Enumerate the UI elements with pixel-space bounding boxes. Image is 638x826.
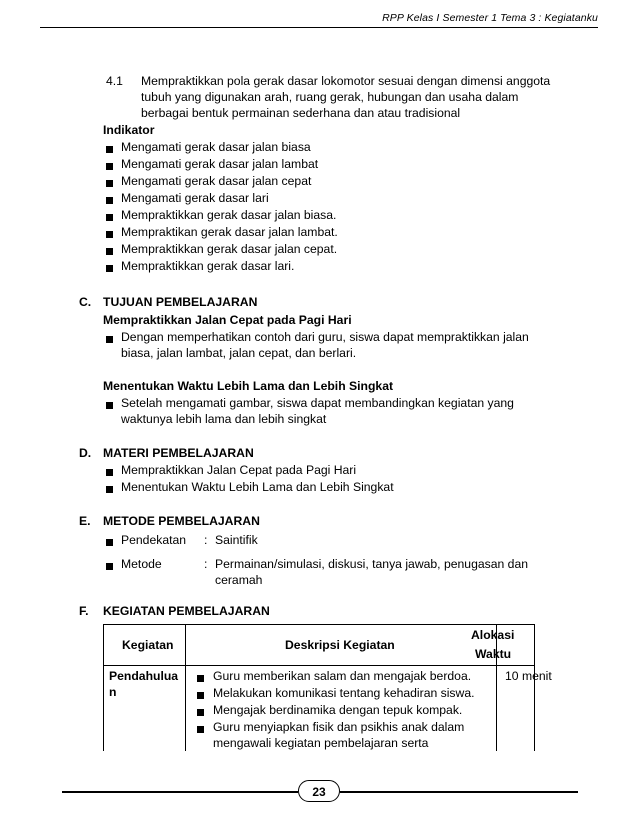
section-c-sub1-title: Mempraktikkan Jalan Cepat pada Pagi Hari: [103, 313, 352, 327]
row-kegiatan-line-2: n: [109, 685, 117, 699]
indikator-title: Indikator: [103, 123, 155, 137]
table-header-kegiatan: Kegiatan: [122, 638, 174, 652]
footer-rule-right: [340, 791, 578, 793]
section-c-sub2-title: Menentukan Waktu Lebih Lama dan Lebih Singkat: [103, 379, 394, 393]
section-c-sub1-line-2: biasa, jalan lambat, jalan cepat, dan berlari.: [121, 346, 357, 360]
list-item: Mempraktikan gerak dasar jalan lambat.: [121, 225, 338, 239]
bullet-icon: [106, 469, 113, 476]
list-item: Mempraktikkan gerak dasar jalan cepat.: [121, 242, 338, 256]
section-c-sub1-line-1: Dengan memperhatikan contoh dari guru, siswa dapat mempraktikkan jalan: [121, 330, 529, 344]
list-item: Guru menyiapkan fisik dan psikhis anak dalam: [213, 720, 465, 734]
bullet-icon: [106, 231, 113, 238]
list-item: Mengamati gerak dasar jalan biasa: [121, 140, 311, 154]
method-colon: :: [204, 533, 208, 547]
bullet-icon: [106, 486, 113, 493]
bullet-icon: [106, 163, 113, 170]
bullet-icon: [106, 146, 113, 153]
list-item-continuation: mengawali kegiatan pembelajaran serta: [213, 736, 429, 750]
bullet-icon: [106, 336, 113, 343]
header-rule: [40, 27, 598, 28]
section-c-sub2-line-2: waktunya lebih lama dan lebih singkat: [121, 412, 327, 426]
bullet-icon: [197, 709, 204, 716]
table-header-deskripsi: Deskripsi Kegiatan: [285, 638, 395, 652]
running-header: RPP Kelas I Semester 1 Tema 3 : Kegiatanku: [382, 12, 598, 24]
row-kegiatan-line-1: Pendahulua: [109, 669, 179, 683]
bullet-icon: [106, 402, 113, 409]
section-c-letter: C.: [79, 295, 92, 309]
bullet-icon: [106, 248, 113, 255]
section-c-title: TUJUAN PEMBELAJARAN: [103, 295, 258, 309]
method-value-metode-line-1: Permainan/simulasi, diskusi, tanya jawab, penugasan dan: [215, 557, 528, 571]
section-e-title: METODE PEMBELAJARAN: [103, 514, 260, 528]
bullet-icon: [106, 265, 113, 272]
section-d-letter: D.: [79, 446, 92, 460]
section-d-title: MATERI PEMBELAJARAN: [103, 446, 254, 460]
list-item: Mempraktikkan Jalan Cepat pada Pagi Hari: [121, 463, 357, 477]
section-e-letter: E.: [79, 514, 91, 528]
competency-line-2: tubuh yang digunakan arah, ruang gerak, hubungan dan usaha dalam: [141, 90, 519, 104]
bullet-icon: [106, 197, 113, 204]
bullet-icon: [197, 675, 204, 682]
competency-line-1: Mempraktikkan pola gerak dasar lokomotor sesuai dengan dimensi anggota: [141, 74, 551, 88]
method-label-pendekatan: Pendekatan: [121, 533, 187, 547]
list-item: Mempraktikkan gerak dasar lari.: [121, 259, 295, 273]
list-item: Menentukan Waktu Lebih Lama dan Lebih Singkat: [121, 480, 394, 494]
section-c-sub2-line-1: Setelah mengamati gambar, siswa dapat membandingkan kegiatan yang: [121, 396, 514, 410]
footer-rule-left: [62, 791, 298, 793]
bullet-icon: [106, 563, 113, 570]
list-item: Mengamati gerak dasar jalan cepat: [121, 174, 312, 188]
bullet-icon: [106, 539, 113, 546]
list-item: Mengamati gerak dasar jalan lambat: [121, 157, 319, 171]
list-item: Mempraktikkan gerak dasar jalan biasa.: [121, 208, 337, 222]
list-item: Mengajak berdinamika dengan tepuk kompak.: [213, 703, 463, 717]
bullet-icon: [197, 726, 204, 733]
method-colon: :: [204, 557, 208, 571]
bullet-icon: [106, 214, 113, 221]
page-number: 23: [298, 780, 340, 802]
list-item: Mengamati gerak dasar lari: [121, 191, 269, 205]
table-header-alokasi: Alokasi: [471, 628, 515, 642]
method-value-pendekatan: Saintifik: [215, 533, 258, 547]
row-alokasi: 10 menit: [505, 669, 552, 683]
method-value-metode-line-2: ceramah: [215, 573, 263, 587]
bullet-icon: [197, 692, 204, 699]
activity-table: [103, 624, 552, 751]
section-f-letter: F.: [79, 604, 89, 618]
method-label-metode: Metode: [121, 557, 162, 571]
competency-line-3: berbagai bentuk permainan sederhana dan atau tradisional: [141, 106, 461, 120]
table-header-waktu: Waktu: [475, 647, 512, 661]
list-item: Melakukan komunikasi tentang kehadiran siswa.: [213, 686, 475, 700]
bullet-icon: [106, 180, 113, 187]
section-f-title: KEGIATAN PEMBELAJARAN: [103, 604, 270, 618]
list-item: Guru memberikan salam dan mengajak berdoa.: [213, 669, 472, 683]
competency-number: 4.1: [106, 74, 123, 88]
